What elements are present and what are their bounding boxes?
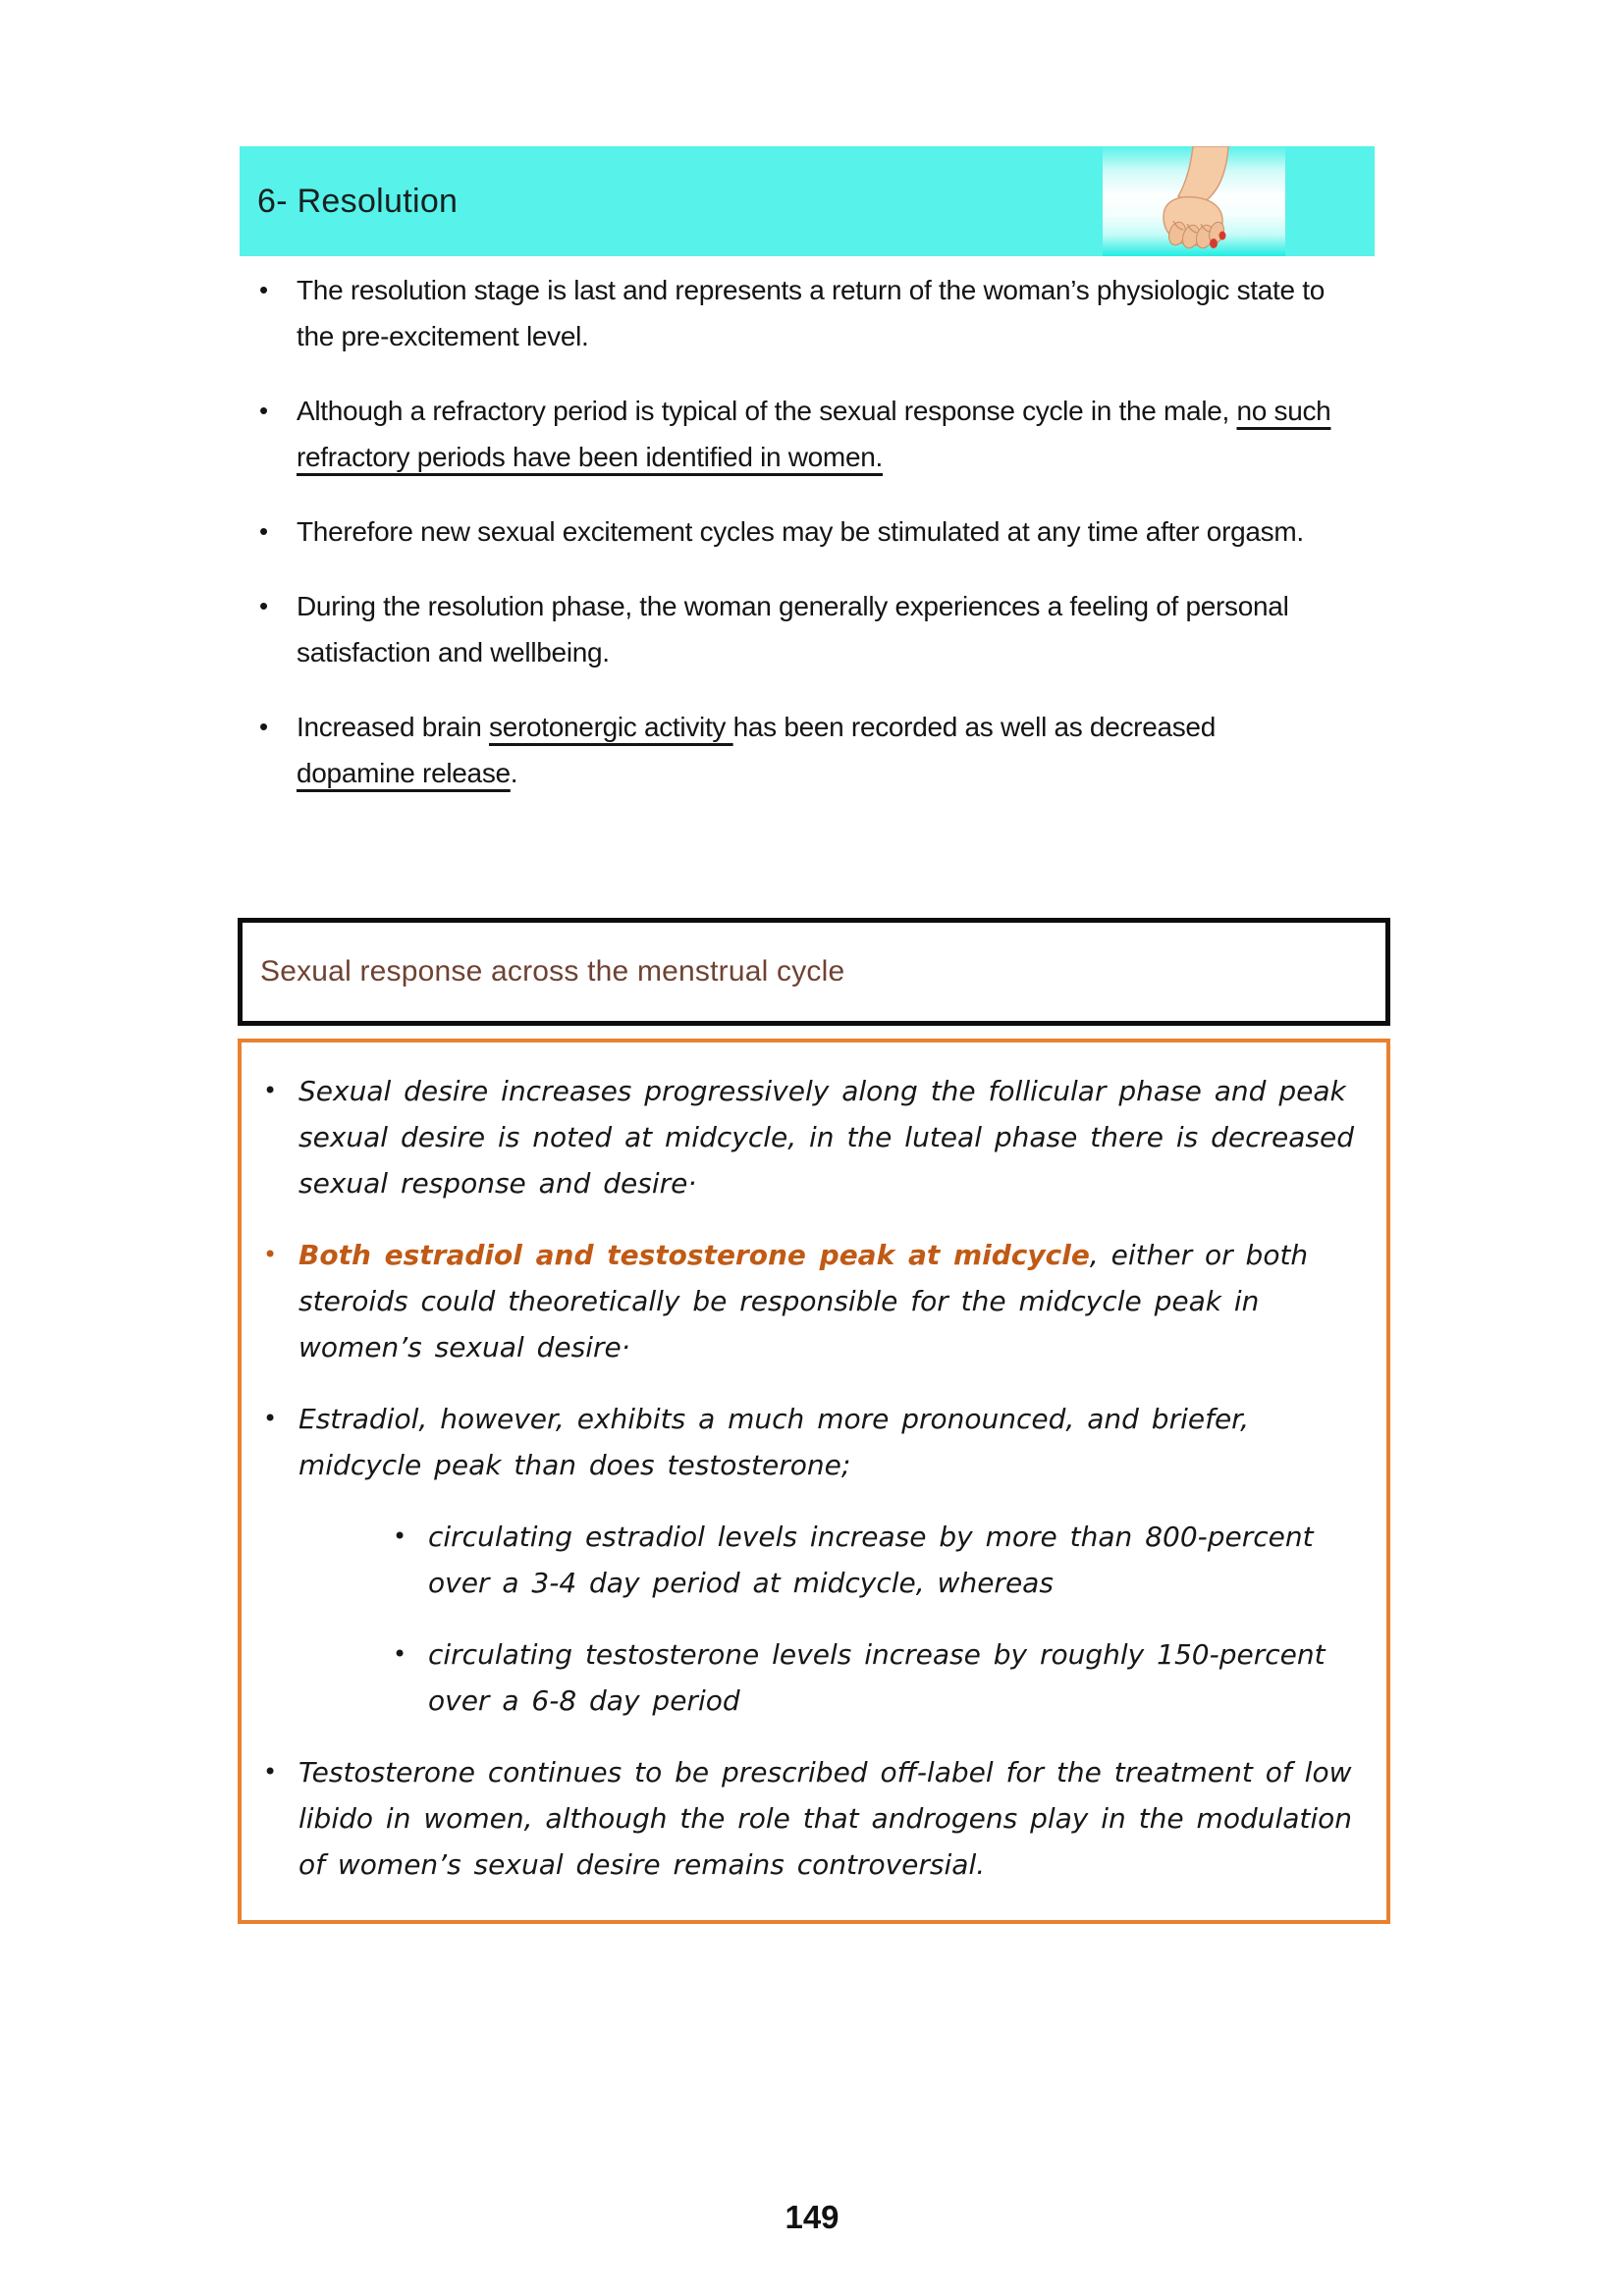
- cycle-bullet-item: [383, 1514, 1375, 1606]
- text-segment: Although a refractory period is typical of the sexual response cycle in the male,: [297, 396, 1237, 426]
- text-segment: no such refractory periods have been identified in women.: [297, 396, 1331, 472]
- cycle-bullet-text: [298, 1239, 1308, 1363]
- text-segment: circulating estradiol levels increase by more than 800-percent over a 3-4 day period at midcycle, whereas: [428, 1521, 1314, 1599]
- text-segment: The resolution stage is last and represents a return of the woman’s physiologic state to the pre-excitement level.: [297, 275, 1326, 351]
- section-title: 6- Resolution: [257, 182, 459, 220]
- holding-hands-icon: [1103, 146, 1285, 256]
- text-segment: dopamine release: [297, 758, 511, 788]
- menstrual-cycle-heading-box: [238, 918, 1390, 1026]
- cycle-bullet-text: [298, 1403, 1249, 1481]
- cycle-bullet-item: [253, 1232, 1375, 1370]
- bullet-text: [297, 712, 1216, 788]
- bullet-text: [297, 591, 1289, 667]
- menstrual-cycle-content-box: [238, 1039, 1390, 1924]
- cycle-bullet-item: [253, 1068, 1375, 1206]
- text-segment: has been recorded as well as decreased: [732, 712, 1216, 742]
- bullet-item: [257, 583, 1337, 675]
- menstrual-cycle-heading: Sexual response across the menstrual cycle: [260, 955, 845, 988]
- bullet-item: [257, 508, 1337, 555]
- cycle-bullet-text: [428, 1638, 1326, 1717]
- bullet-item: [257, 267, 1337, 359]
- resolution-bullet-list: [257, 267, 1337, 825]
- text-segment: Both estradiol and testosterone peak at midcycle: [298, 1239, 1090, 1271]
- page-number: 149: [785, 2199, 839, 2235]
- bullet-text: [297, 516, 1304, 547]
- text-segment: , either or both steroids could theoretically be responsible for the midcycle peak in women’s sexual desire·: [298, 1239, 1309, 1363]
- cycle-bullet-item: [253, 1396, 1375, 1488]
- text-segment: Sexual desire increases progressively along the follicular phase and peak sexual desire is noted at midcycle, in the luteal phase there is decreased sexual response and desire·: [298, 1075, 1355, 1200]
- cycle-bullet-list: [253, 1068, 1375, 1888]
- text-segment: .: [510, 758, 518, 788]
- text-segment: serotonergic activity: [489, 712, 733, 742]
- text-segment: Testosterone continues to be prescribed off-label for the treatment of low libido in women, although the role that androgens play in the modulation of women’s sexual desire remains controversial.: [298, 1756, 1353, 1881]
- cycle-bullet-item: [253, 1749, 1375, 1888]
- cycle-bullet-text: [428, 1521, 1314, 1599]
- cycle-bullet-text: [298, 1075, 1354, 1200]
- bullet-item: [257, 388, 1337, 480]
- text-segment: Therefore new sexual excitement cycles may be stimulated at any time after orgasm.: [297, 516, 1304, 547]
- holding-hands-image: [1103, 146, 1285, 256]
- cycle-bullet-item: [383, 1631, 1375, 1724]
- text-segment: circulating testosterone levels increase by roughly 150-percent over a 6-8 day period: [428, 1638, 1326, 1717]
- text-segment: Increased brain: [297, 712, 489, 742]
- bullet-text: [297, 275, 1325, 351]
- bullet-item: [257, 704, 1337, 796]
- text-segment: During the resolution phase, the woman generally experiences a feeling of personal satisfaction and wellbeing.: [297, 591, 1289, 667]
- text-segment: Estradiol, however, exhibits a much more pronounced, and briefer, midcycle peak than does testosterone;: [298, 1403, 1250, 1481]
- section-header-bar: [240, 146, 1375, 256]
- cycle-bullet-text: [298, 1756, 1352, 1881]
- bullet-text: [297, 396, 1330, 472]
